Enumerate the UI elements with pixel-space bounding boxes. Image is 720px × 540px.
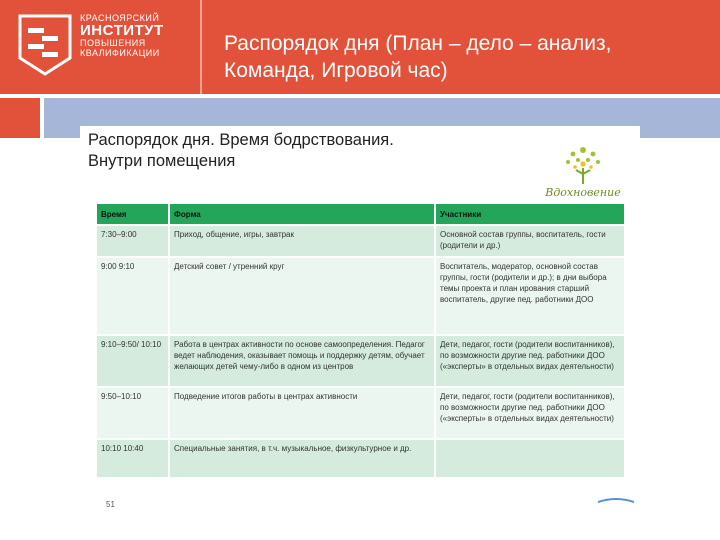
logo-line-1: КРАСНОЯРСКИЙ [80, 13, 160, 23]
slide-title: Распорядок дня (План – дело – анализ, Команда, Игровой час) [224, 32, 612, 82]
logo-emblem-icon [18, 14, 72, 76]
cell-form: Детский совет / утренний круг [169, 257, 435, 335]
cell-form: Специальные занятия, в т.ч. музыкальное, физкультурное и др. [169, 439, 435, 477]
header-divider [200, 0, 202, 94]
logo-line-3: ПОВЫШЕНИЯ [80, 38, 146, 49]
cell-form: Приход, общение, игры, завтрак [169, 225, 435, 257]
heading-line-2: Внутри помещения [88, 152, 236, 170]
page-number: 51 [106, 500, 115, 509]
document-image [80, 126, 640, 502]
cell-form: Работа в центрах активности по основе самоопределения. Педагог ведет наблюдения, оказывает помощь и поддержку детям, обучает желающих детей чему-либо в одном из центров [169, 335, 435, 387]
col-header-time: Время [97, 204, 169, 225]
col-header-form: Форма [169, 204, 435, 225]
table-row [97, 225, 625, 257]
table-row [97, 387, 625, 439]
footer-logo-icon [596, 494, 636, 504]
cell-participants: Основной состав группы, воспитатель, гости (родители и др.) [435, 225, 625, 257]
logo-line-4: КВАЛИФИКАЦИИ [80, 47, 160, 58]
cell-time: 7:30–9:00 [97, 225, 169, 257]
cell-participants: Воспитатель, модератор, основной состав группы, гости (родители и др.); в дни выбора темы проекта и план ирования старший воспитатель, другие пед. работники ДОО [435, 257, 625, 335]
col-header-participants: Участники [435, 204, 625, 225]
cell-time: 9:10–9:50/ 10:10 [97, 335, 169, 387]
cell-participants: Дети, педагог, гости (родители воспитанников), по возможности другие пед. работники ДОО («эксперты» в отдельных видах деятельности) [435, 387, 625, 439]
brand-text: Вдохновение [545, 186, 621, 199]
heading-line-1: Распорядок дня. Время бодрствования. [88, 131, 394, 149]
table-row [97, 335, 625, 387]
slide-header [0, 0, 720, 94]
cell-form: Подведение итогов работы в центрах активности [169, 387, 435, 439]
logo-line-2: ИНСТИТУТ [80, 22, 164, 40]
schedule-table [97, 204, 626, 477]
table-row [97, 257, 625, 335]
cell-time: 10:10 10:40 [97, 439, 169, 477]
brand-logo [540, 140, 626, 202]
cell-participants [435, 439, 625, 477]
cell-participants: Дети, педагог, гости (родители воспитанников), по возможности другие пед. работники ДОО («эксперты» в отдельных видах деятельности) [435, 335, 625, 387]
accent-bar-left [0, 98, 40, 138]
table-row [97, 439, 625, 477]
document-heading [88, 130, 394, 172]
cell-time: 9:00 9:10 [97, 257, 169, 335]
institute-logo [0, 0, 200, 94]
table-header-row [97, 204, 625, 225]
cell-time: 9:50–10:10 [97, 387, 169, 439]
